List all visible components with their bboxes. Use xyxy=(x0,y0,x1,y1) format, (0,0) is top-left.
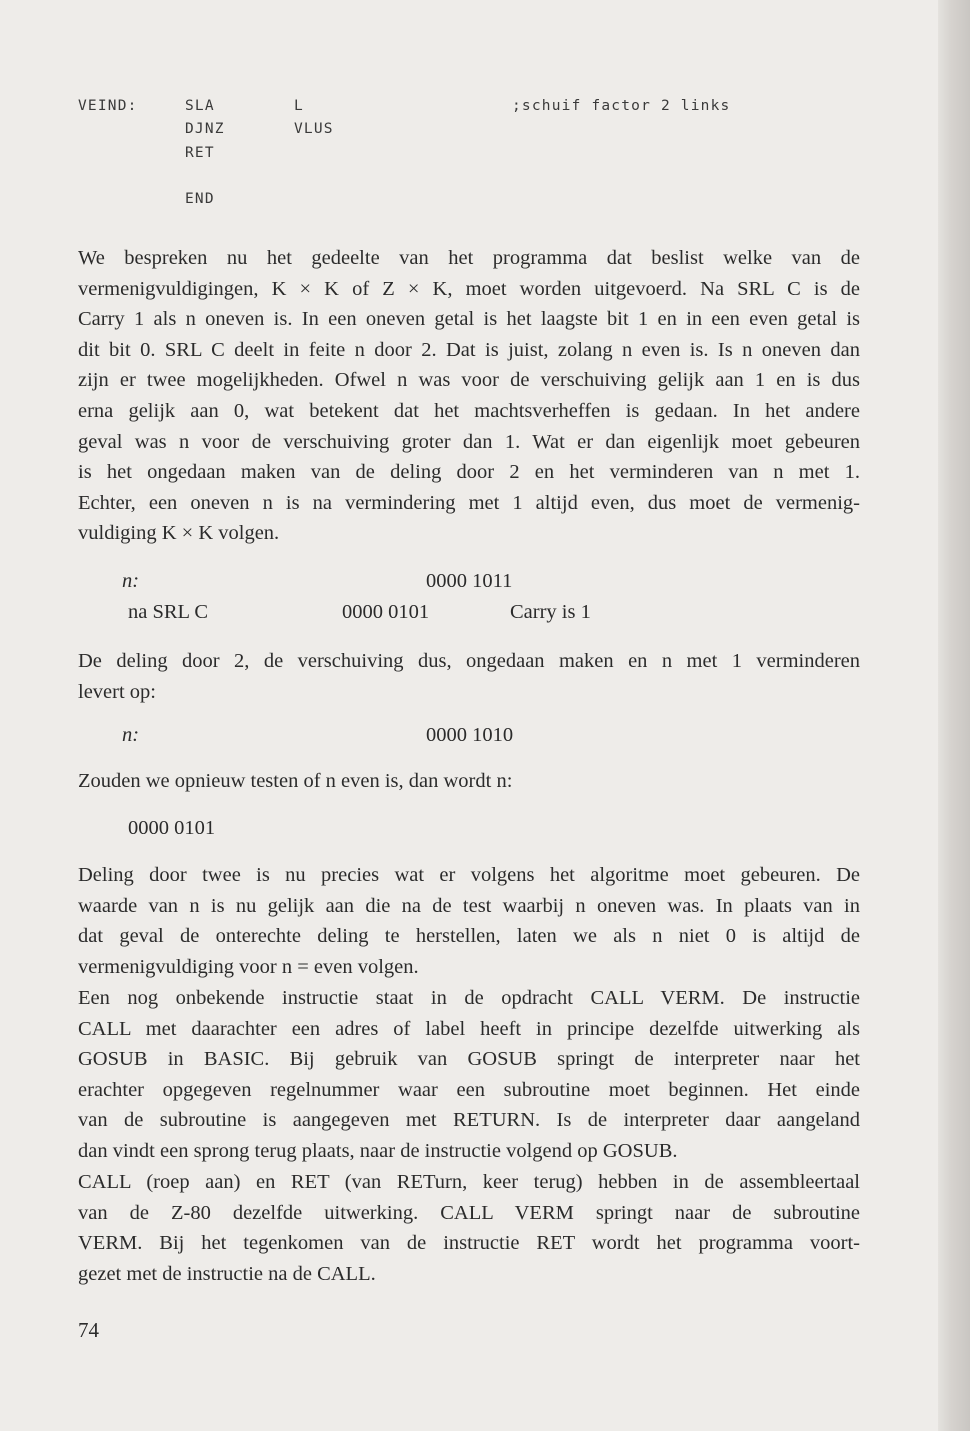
example1-value-1: 0000 1011 xyxy=(426,570,513,592)
code-label-veind: VEIND: xyxy=(78,98,138,114)
example3-value: 0000 0101 xyxy=(128,817,216,839)
text-line: vermenigvuldigingen, K × K of Z × K, moet worden uitgevoerd. Na SRL C is de xyxy=(78,277,860,300)
text-line: dat geval de onterechte deling te herstellen, laten we als n niet 0 is altijd de xyxy=(78,925,860,948)
text-line: dit bit 0. SRL C deelt in feite n door 2. Dat is juist, zolang n even is. Is n oneven dan xyxy=(78,338,860,361)
text-line: CALL met daarachter een adres of label heeft in principe dezelfde uitwerking als xyxy=(78,1017,860,1040)
paragraph-4 xyxy=(78,860,860,982)
text-line: vermenigvuldiging voor n = even volgen. xyxy=(78,955,419,978)
example1-value-2: 0000 0101 xyxy=(342,601,430,623)
code-op: END xyxy=(185,191,215,207)
text-line: geval was n voor de verschuiving groter dan 1. Wat er dan eigenlijk moet gebeuren xyxy=(78,430,860,453)
paragraph-2 xyxy=(78,646,860,707)
paragraph-5 xyxy=(78,983,860,1167)
text-line: Carry 1 als n oneven is. In een oneven getal is het laagste bit 1 en in een even getal is xyxy=(78,308,860,331)
text-line: Een nog onbekende instructie staat in de opdracht CALL VERM. De instructie xyxy=(78,987,860,1009)
text-line: vuldiging K × K volgen. xyxy=(78,522,280,545)
text-line: VERM. Bij het tegenkomen van de instructie RET wordt het programma voort- xyxy=(78,1232,860,1255)
text-line: zijn er twee mogelijkheden. Ofwel n was voor de verschuiving gelijk aan 1 en is dus xyxy=(78,369,860,392)
code-arg: VLUS xyxy=(294,121,334,137)
page-edge xyxy=(938,0,970,1431)
text-line: levert op: xyxy=(78,680,156,703)
code-arg: L xyxy=(294,98,304,114)
text-line: gezet met de instructie na de CALL. xyxy=(78,1262,376,1285)
example1-carry-note: Carry is 1 xyxy=(510,601,591,623)
text-line: van de Z-80 dezelfde uitwerking. CALL VERM springt naar de subroutine xyxy=(78,1201,860,1224)
code-op: DJNZ xyxy=(185,121,225,137)
text-line: De deling door 2, de verschuiving dus, ongedaan maken en n met 1 verminderen xyxy=(78,650,860,672)
example1-label-n: n: xyxy=(122,570,140,592)
text-line: erachter opgegeven regelnummer waar een subroutine moet beginnen. Het einde xyxy=(78,1078,860,1101)
text-line: We bespreken nu het gedeelte van het programma dat beslist welke van de xyxy=(78,247,860,269)
text-line: is het ongedaan maken van de deling door 2 en het verminderen van n met 1. xyxy=(78,461,860,484)
text-line: van de subroutine is aangegeven met RETURN. Is de interpreter daar aangeland xyxy=(78,1109,860,1132)
example2-value: 0000 1010 xyxy=(426,724,514,746)
text-line: erna gelijk aan 0, wat betekent dat het machtsverheffen is gedaan. In het andere xyxy=(78,399,860,422)
text-line: GOSUB in BASIC. Bij gebruik van GOSUB springt de interpreter naar het xyxy=(78,1048,860,1071)
text-line: waarde van n is nu gelijk aan die na de test waarbij n oneven was. In plaats van in xyxy=(78,894,860,917)
text-line: CALL (roep aan) en RET (van RETurn, keer terug) hebben in de assembleertaal xyxy=(78,1171,860,1193)
example2-label-n: n: xyxy=(122,724,140,746)
text-line: Deling door twee is nu precies wat er volgens het algoritme moet gebeuren. De xyxy=(78,864,860,886)
paragraph-1 xyxy=(78,243,860,549)
text-line: dan vindt een sprong terug plaats, naar de instructie volgend op GOSUB. xyxy=(78,1139,678,1162)
code-op: RET xyxy=(185,145,215,161)
code-comment: ;schuif factor 2 links xyxy=(512,98,731,114)
paragraph-3: Zouden we opnieuw testen of n even is, dan wordt n: xyxy=(78,770,513,792)
paragraph-6 xyxy=(78,1167,860,1289)
page-number: 74 xyxy=(78,1318,99,1342)
code-op: SLA xyxy=(185,98,215,114)
example1-label-srl: na SRL C xyxy=(128,601,209,623)
text-line: Echter, een oneven n is na vermindering met 1 altijd even, dus moet de vermenig- xyxy=(78,491,860,514)
